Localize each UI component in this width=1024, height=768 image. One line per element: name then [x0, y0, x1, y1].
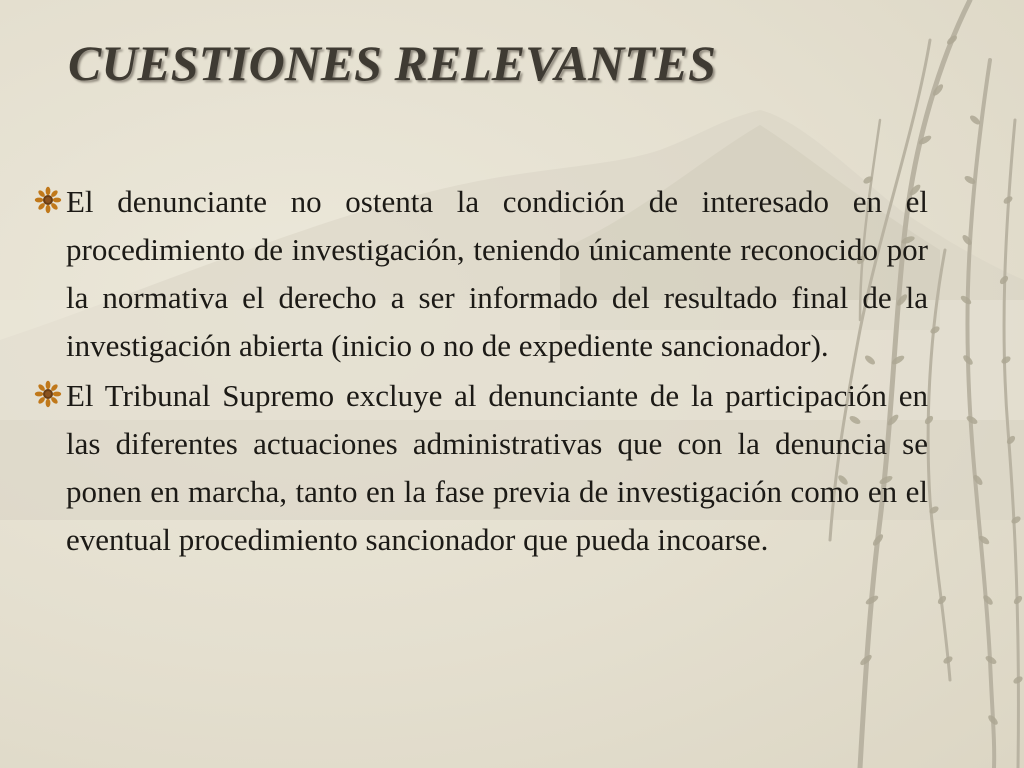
bullet-item [34, 372, 928, 564]
bullet-item [34, 178, 928, 370]
slide-title: CUESTIONES RELEVANTES [68, 35, 716, 91]
sunflower-bullet-icon [34, 380, 62, 408]
bullet-text: El denunciante no ostenta la condición de interesado en el procedimiento de investigación, teniendo únicamente reconocido por la normativa el derecho a ser informado del resultado final de la investigación abierta (inicio o no de expediente sancionador). [66, 184, 928, 363]
bullet-text: El Tribunal Supremo excluye al denunciante de la participación en las diferentes actuaciones administrativas que con la denuncia se ponen en marcha, tanto en la fase previa de investigación como en el eventual procedimiento sancionador que pueda incoarse. [66, 378, 928, 557]
sunflower-bullet-icon [34, 186, 62, 214]
bullet-list [34, 178, 928, 566]
